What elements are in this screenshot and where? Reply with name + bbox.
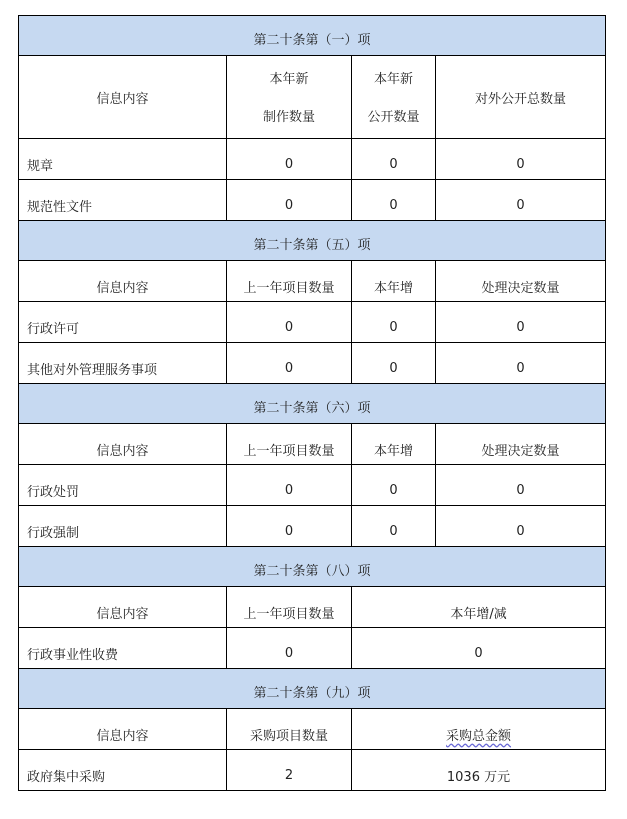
column-header-row — [19, 709, 606, 750]
header-info-content: 信息内容 — [19, 56, 227, 139]
row-label: 其他对外管理服务事项 — [19, 343, 227, 384]
header-new-produced — [227, 56, 352, 139]
section-title: 第二十条第（五）项 — [19, 221, 606, 261]
header-prev-year-count: 上一年项目数量 — [227, 587, 352, 628]
cell-value: 0 — [352, 506, 436, 547]
cell-value: 0 — [352, 302, 436, 343]
table-row — [19, 343, 606, 384]
header-line: 制作数量 — [262, 110, 315, 125]
cell-value: 2 — [227, 750, 352, 791]
cell-value: 0 — [227, 465, 352, 506]
cell-value: 0 — [436, 302, 606, 343]
disclosure-table — [18, 15, 606, 791]
row-label: 行政许可 — [19, 302, 227, 343]
section-header-6 — [19, 384, 606, 424]
row-label: 行政处罚 — [19, 465, 227, 506]
header-procurement-total-text: 采购总金额 — [446, 728, 512, 744]
section-title: 第二十条第（一）项 — [19, 16, 606, 56]
section-title: 第二十条第（八）项 — [19, 547, 606, 587]
header-decision-count: 处理决定数量 — [436, 424, 606, 465]
header-procurement-count: 采购项目数量 — [227, 709, 352, 750]
cell-value: 0 — [436, 139, 606, 180]
cell-value: 0 — [352, 628, 606, 669]
section-title: 第二十条第（九）项 — [19, 669, 606, 709]
cell-value: 1036 万元 — [352, 750, 606, 791]
cell-value: 0 — [352, 343, 436, 384]
cell-value: 0 — [352, 180, 436, 221]
header-info-content: 信息内容 — [19, 587, 227, 628]
table-row — [19, 302, 606, 343]
header-line: 本年新 — [373, 72, 413, 87]
cell-value: 0 — [227, 180, 352, 221]
cell-value: 0 — [436, 343, 606, 384]
row-label: 行政事业性收费 — [19, 628, 227, 669]
table-row — [19, 465, 606, 506]
header-info-content: 信息内容 — [19, 424, 227, 465]
row-label: 行政强制 — [19, 506, 227, 547]
header-decision-count: 处理决定数量 — [436, 261, 606, 302]
cell-value: 0 — [227, 139, 352, 180]
table-row — [19, 750, 606, 791]
section-header-1 — [19, 16, 606, 56]
header-info-content: 信息内容 — [19, 709, 227, 750]
section-header-9 — [19, 669, 606, 709]
header-year-change: 本年增/减 — [352, 587, 606, 628]
header-total-published: 对外公开总数量 — [436, 56, 606, 139]
table-row — [19, 506, 606, 547]
cell-value: 0 — [436, 180, 606, 221]
row-label: 规章 — [19, 139, 227, 180]
header-line: 本年新 — [269, 72, 309, 87]
section-header-8 — [19, 547, 606, 587]
cell-value: 0 — [227, 506, 352, 547]
cell-value: 0 — [227, 628, 352, 669]
cell-value: 0 — [352, 139, 436, 180]
cell-value: 0 — [352, 465, 436, 506]
table-row — [19, 139, 606, 180]
section-title: 第二十条第（六）项 — [19, 384, 606, 424]
cell-value: 0 — [227, 302, 352, 343]
section-header-5 — [19, 221, 606, 261]
row-label: 政府集中采购 — [19, 750, 227, 791]
header-new-published — [352, 56, 436, 139]
cell-value: 0 — [436, 506, 606, 547]
row-label: 规范性文件 — [19, 180, 227, 221]
column-header-row — [19, 261, 606, 302]
header-prev-year-count: 上一年项目数量 — [227, 424, 352, 465]
table-row — [19, 628, 606, 669]
cell-value: 0 — [436, 465, 606, 506]
column-header-row — [19, 587, 606, 628]
header-info-content: 信息内容 — [19, 261, 227, 302]
header-year-increase: 本年增 — [352, 424, 436, 465]
cell-value: 0 — [227, 343, 352, 384]
header-line: 公开数量 — [367, 110, 420, 125]
table-row — [19, 180, 606, 221]
header-prev-year-count: 上一年项目数量 — [227, 261, 352, 302]
header-procurement-total — [352, 709, 606, 750]
header-year-increase: 本年增 — [352, 261, 436, 302]
column-header-row — [19, 424, 606, 465]
column-header-row — [19, 56, 606, 139]
